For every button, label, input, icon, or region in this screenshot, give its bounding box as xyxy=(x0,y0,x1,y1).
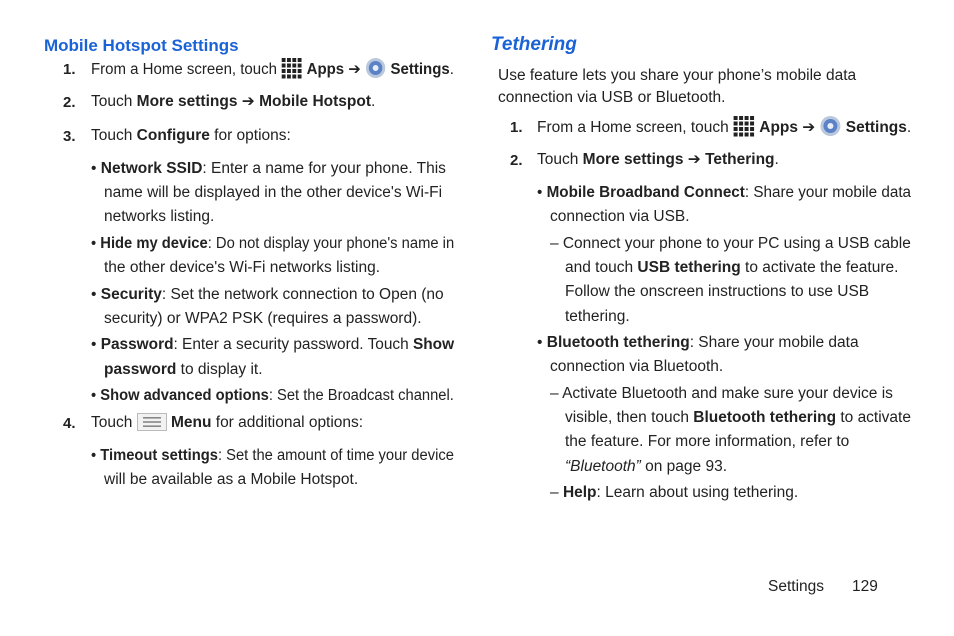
apps-grid-icon xyxy=(281,57,302,79)
settings-gear-icon xyxy=(820,115,842,137)
step-number: 1. xyxy=(63,61,76,78)
settings-gear-icon xyxy=(365,57,386,79)
bullet-security: • Security: Set the network connection to Open (no xyxy=(91,286,444,303)
bullet-timeout-settings: • Timeout settings: Set the amount of time your device xyxy=(91,447,454,464)
text-line: “Bluetooth” on page 93. xyxy=(565,458,728,475)
text-line: connection via Bluetooth. xyxy=(550,358,724,375)
step-number: 3. xyxy=(63,128,76,145)
text-line: will be available as a Mobile Hotspot. xyxy=(104,471,359,488)
text-line: the other device's Wi-Fi networks listing. xyxy=(104,259,381,276)
step-number: 1. xyxy=(510,119,523,136)
bullet-password: • Password: Enter a security password. Touch Show xyxy=(91,336,455,353)
text-line: connection via USB. xyxy=(550,208,690,225)
step-more-settings: Touch More settings ➔ Mobile Hotspot. xyxy=(91,93,376,110)
step-number: 2. xyxy=(63,94,76,111)
text-line: visible, then touch Bluetooth tethering to activate xyxy=(565,409,911,426)
page-number: 129 xyxy=(852,578,878,595)
text-line: networks listing. xyxy=(104,208,215,225)
dash-usb-instructions: – Connect your phone to your PC using a USB cable xyxy=(550,235,911,252)
text-line: the feature. For more information, refer to xyxy=(565,433,850,450)
section-heading-tethering: Tethering xyxy=(491,34,577,55)
bullet-network-ssid: • Network SSID: Enter a name for your phone. This xyxy=(91,160,446,177)
bullet-bluetooth-tethering: • Bluetooth tethering: Share your mobile data xyxy=(537,334,859,351)
text-line: tethering. xyxy=(565,308,630,325)
step-apps-settings: From a Home screen, touch Apps ➔ Settings. xyxy=(537,115,911,140)
footer-section-name: Settings xyxy=(768,578,825,595)
text-line: password to display it. xyxy=(104,361,263,378)
dash-help: – Help: Learn about using tethering. xyxy=(550,484,799,501)
intro-text: Use feature lets you share your phone’s mobile data xyxy=(498,67,857,84)
menu-icon xyxy=(137,413,167,431)
bullet-hide-my-device: • Hide my device: Do not display your phone's name in xyxy=(91,235,455,252)
text-line: Follow the onscreen instructions to use USB xyxy=(565,283,870,300)
text-line: name will be displayed in the other device's Wi-Fi xyxy=(104,184,443,201)
step-apps-settings: From a Home screen, touch Apps ➔ Settings. xyxy=(91,57,454,82)
intro-text: connection via USB or Bluetooth. xyxy=(498,89,726,106)
step-configure: Touch Configure for options: xyxy=(91,127,291,144)
apps-grid-icon xyxy=(733,115,755,137)
step-menu: Touch Menu for additional options: xyxy=(91,414,364,431)
text-line: and touch USB tethering to activate the feature. xyxy=(565,259,899,276)
step-number: 4. xyxy=(63,415,76,432)
bullet-mobile-broadband-connect: • Mobile Broadband Connect: Share your mobile data xyxy=(537,184,912,201)
dash-bluetooth-instructions: – Activate Bluetooth and make sure your device is xyxy=(550,385,893,402)
step-more-settings-tethering: Touch More settings ➔ Tethering. xyxy=(537,151,779,168)
step-number: 2. xyxy=(510,152,523,169)
text-line: security) or WPA2 PSK (requires a password). xyxy=(104,310,422,327)
bluetooth-reference-link: “Bluetooth” xyxy=(565,458,641,475)
section-heading-mobile-hotspot: Mobile Hotspot Settings xyxy=(44,36,239,55)
bullet-show-advanced-options: • Show advanced options: Set the Broadcast channel. xyxy=(91,387,454,404)
